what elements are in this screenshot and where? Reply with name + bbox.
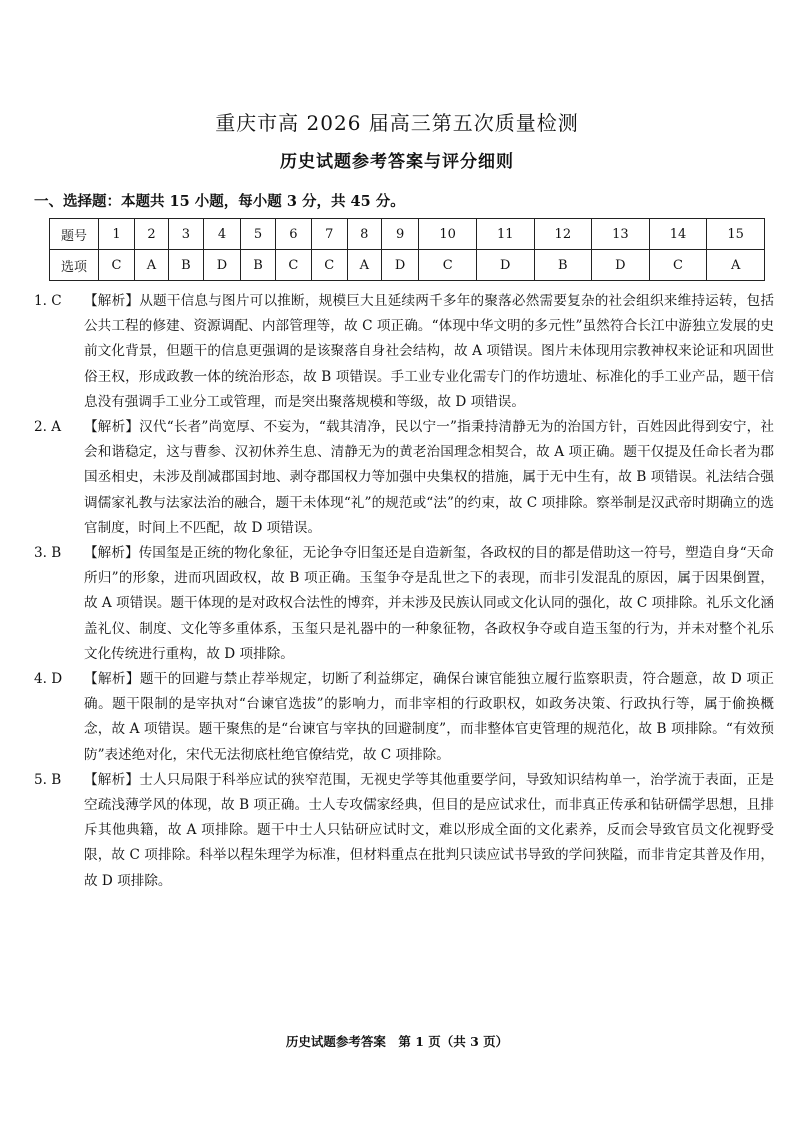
item-number: 4. D xyxy=(34,671,63,688)
item-text: 【解析】传国玺是正统的物化象征，无论争夺旧玺还是自造新玺，各政权的目的都是借助这一符号，塑造自身“天命所归”的形象，进而巩固政权，故 B 项正确。玉玺争夺是乱世之下的表现，而非引发混乱的原因，属于因果倒置，故 A 项错误。题干体现的是对政权合法性的博弈，并未涉及民族认同或文化认同的强化，故 C 项排除。礼乐文化涵盖礼仪、制度、文化等多重体系，玉玺只是礼器中的一种象征物，各政权争夺或自造玉玺的行为，并未对整个礼乐文化传统进行重构，故 D 项排除。 xyxy=(84,545,774,662)
answer-cell: C xyxy=(419,250,477,281)
question-number-cell: 13 xyxy=(592,219,650,250)
answer-cell: B xyxy=(241,250,276,281)
answer-cell: C xyxy=(311,250,347,281)
item-text: 【解析】汉代“长者”尚宽厚、不妄为，“载其清净，民以宁一”指秉持清静无为的治国方针，百姓因此得到安宁，社会和谐稳定，这与曹参、汉初休养生息、清静无为的黄老治国理念相契合，故 A 项正确。题干仅提及任命长者为郡国丞相史，未涉及削减郡国封地、剥夺郡国权力等加强中央集权的措施，属于无中生有，故 B 项错误。礼法结合强调儒家礼教与法家法治的融合，题干未体现“礼”的规范或“法”的约束，故 C 项排除。察举制是汉武帝时期确立的选官制度，时间上不匹配，故 D 项错误。 xyxy=(84,419,774,536)
explanation-item xyxy=(34,415,774,541)
question-number-cell: 10 xyxy=(419,219,477,250)
answer-cell: C xyxy=(99,250,135,281)
item-text: 【解析】从题干信息与图片可以推断，规模巨大且延续两千多年的聚落必然需要复杂的社会组织来维持运转，包括公共工程的修建、资源调配、内部管理等，故 C 项正确。“体现中华文明的多元性”虽然符合长江中游独立发展的史前文化背景，但题干的信息更强调的是该聚落自身社会结构，故 A 项错误。图片未体现用宗教神权来论证和巩固世俗王权，形成政教一体的统治形态，故 B 项错误。手工业专业化需专门的作坊遗址、标准化的手工业产品，题干信息没有强调手工业分工或管理，而是突出聚落规模和等级，故 D 项错误。 xyxy=(84,293,774,410)
question-number-cell: 14 xyxy=(649,219,707,250)
answer-cell: D xyxy=(203,250,241,281)
answer-cell: B xyxy=(534,250,592,281)
question-number-cell: 4 xyxy=(203,219,241,250)
explanation-item xyxy=(34,541,774,667)
question-number-cell: 12 xyxy=(534,219,592,250)
item-number: 1. C xyxy=(34,293,62,309)
question-number-cell: 15 xyxy=(707,219,765,250)
answer-cell: B xyxy=(169,250,204,281)
item-text: 【解析】题干的回避与禁止荐举规定，切断了利益绑定，确保台谏官能独立履行监察职责，符合题意，故 D 项正确。题干限制的是宰执对“台谏官选拔”的影响力，而非宰相的行政职权，如政务决策、行政执行等，属于偷换概念，故 A 项错误。题干聚焦的是“台谏官与宰执的回避制度”，而非整体官吏管理的规范化，故 B 项排除。“有效预防”表述绝对化，宋代无法彻底杜绝官僚结党，故 C 项排除。 xyxy=(84,671,774,763)
explanation-item xyxy=(34,667,774,768)
question-number-cell: 5 xyxy=(241,219,276,250)
page-title: 重庆市高 2026 届高三第五次质量检测 xyxy=(215,111,579,135)
page-footer: 历史试题参考答案 第 1 页（共 3 页） xyxy=(285,1034,509,1049)
item-number: 2. A xyxy=(34,419,62,436)
row-label-option: 选项 xyxy=(50,250,99,281)
answer-option-row xyxy=(50,250,765,281)
question-number-cell: 8 xyxy=(347,219,381,250)
explanation-item xyxy=(34,768,774,894)
item-number: 3. B xyxy=(34,545,62,562)
question-number-cell: 7 xyxy=(311,219,347,250)
answer-cell: A xyxy=(707,250,765,281)
answer-cell: C xyxy=(275,250,311,281)
question-number-cell: 6 xyxy=(275,219,311,250)
answer-cell: D xyxy=(592,250,650,281)
answer-cell: D xyxy=(476,250,534,281)
question-number-cell: 11 xyxy=(476,219,534,250)
answer-table xyxy=(49,218,765,281)
item-number: 5. B xyxy=(34,771,62,788)
item-text: 【解析】士人只局限于科举应试的狭窄范围，无视史学等其他重要学问，导致知识结构单一，治学流于表面，正是空疏浅薄学风的体现，故 B 项正确。士人专攻儒家经典，但目的是应试求仕，而非真正传承和钻研儒学思想，且排斥其他典籍，故 A 项排除。题干中士人只钻研应试时文，难以形成全面的文化素养，反而会导致官员文化视野受限，故 C 项排除。科举以程朱理学为标准，但材料重点在批判只读应试书导致的学问狭隘，而非肯定其普及作用，故 D 项排除。 xyxy=(84,771,774,889)
question-number-cell: 1 xyxy=(99,219,135,250)
question-number-row xyxy=(50,219,765,250)
explanation-item xyxy=(34,289,774,415)
answer-cell: A xyxy=(134,250,168,281)
page-subtitle: 历史试题参考答案与评分细则 xyxy=(280,152,514,172)
explanation-list xyxy=(34,289,774,894)
answer-cell: C xyxy=(649,250,707,281)
row-label-number: 题号 xyxy=(50,219,99,250)
question-number-cell: 3 xyxy=(169,219,204,250)
answer-cell: A xyxy=(347,250,381,281)
question-number-cell: 2 xyxy=(134,219,168,250)
section-heading: 一、选择题：本题共 15 小题，每小题 3 分，共 45 分。 xyxy=(34,193,405,210)
answer-cell: D xyxy=(381,250,419,281)
question-number-cell: 9 xyxy=(381,219,419,250)
